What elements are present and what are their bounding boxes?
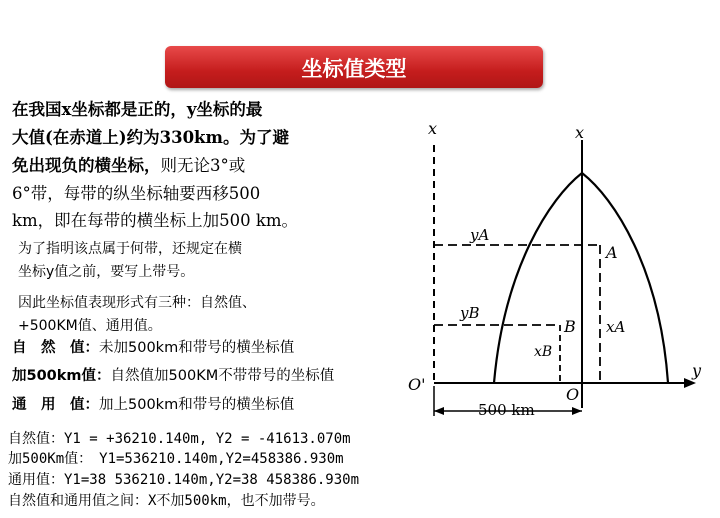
para1-tail: 则无论3°或 <box>160 156 246 175</box>
def-500km-label: 加500km值： <box>12 368 111 384</box>
label-ya: yA <box>470 226 490 244</box>
label-yb: yB <box>460 304 480 322</box>
label-y: y <box>692 361 702 380</box>
para1-line4: 6°带，每带的纵坐标轴要西移500 <box>12 184 261 203</box>
example-natural: 自然值：Y1 = +36210.140m, Y2 = -41613.070m <box>8 431 351 447</box>
example-general: 通用值：Y1=38 536210.140m,Y2=38 458386.930m <box>8 472 360 488</box>
def-natural-label: 自 然 值： <box>12 340 99 356</box>
label-o: O <box>566 385 580 404</box>
example-500km: 加500Km值： Y1=536210.140m,Y2=458386.930m <box>8 451 344 467</box>
label-x-right: x <box>575 123 585 142</box>
para1-bold: 免出现负的横坐标， <box>12 156 161 175</box>
def-500km-text: 自然值加500KM不带带号的坐标值 <box>110 368 335 384</box>
def-general <box>12 393 294 414</box>
label-b: B <box>564 317 576 336</box>
label-500km: 500 km <box>478 401 535 418</box>
label-xb: xB <box>534 344 553 360</box>
def-general-text: 加上500km和带号的横坐标值 <box>99 397 295 413</box>
slide-title: 坐标值类型 <box>301 57 407 81</box>
label-a: A <box>606 243 618 262</box>
def-natural <box>12 336 294 357</box>
para1-line1: 在我国x坐标都是正的，y坐标的最 <box>12 100 263 119</box>
def-general-label: 通 用 值： <box>12 397 99 413</box>
para1-line2: 大值(在赤道上)约为330km。为了避 <box>12 128 289 147</box>
label-x-left: x <box>428 119 438 138</box>
para1-line3 <box>12 152 245 176</box>
para2-line2: 坐标y值之前，要写上带号。 <box>18 264 195 280</box>
coordinate-diagram <box>400 118 710 418</box>
para2-line1: 为了指明该点属于何带，还规定在横 <box>18 241 242 257</box>
label-xa: xA <box>606 318 626 336</box>
def-natural-text: 未加500km和带号的横坐标值 <box>99 340 295 356</box>
def-500km <box>12 364 334 385</box>
para3-line1: 因此坐标值表现形式有三种：自然值、 <box>18 295 256 311</box>
label-o-prime: O' <box>408 375 426 394</box>
para3-line2: +500KM值、通用值。 <box>18 318 162 334</box>
title-banner <box>165 46 543 88</box>
para1-line5: km，即在每带的横坐标上加500 km。 <box>12 211 299 230</box>
example-relation: 自然值和通用值之间：X不加500km，也不加带号。 <box>8 493 325 509</box>
